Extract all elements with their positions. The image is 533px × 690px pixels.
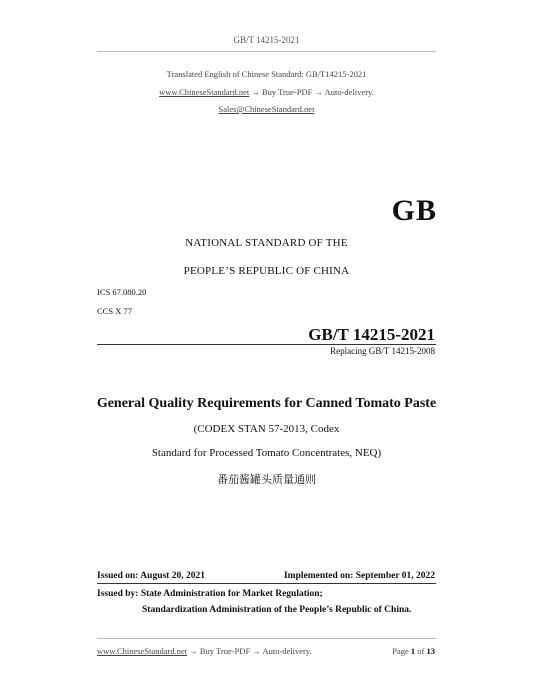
ics-code: ICS 67.080.20 (97, 287, 147, 297)
footer-site-link[interactable]: www.ChineseStandard.net (97, 646, 188, 656)
ccs-code: CCS X 77 (97, 306, 132, 316)
issue-rule (97, 583, 436, 584)
of-label: of (417, 646, 425, 656)
issued-on: Issued on: August 20, 2021 (97, 571, 205, 581)
national-standard-line1: NATIONAL STANDARD OF THE (185, 237, 348, 249)
header-rule (97, 51, 436, 52)
gb-logo: GB (391, 194, 437, 227)
subtitle-line2: Standard for Processed Tomato Concentrates, NEQ) (151, 447, 382, 459)
page-label: Page (392, 646, 409, 656)
email-line (0, 104, 533, 114)
footer-buy-text: → Buy True-PDF → Auto-delivery. (189, 646, 312, 656)
document-title: General Quality Requirements for Canned Tomato Paste (96, 396, 437, 411)
national-standard-line2: PEOPLE’S REPUBLIC OF CHINA (183, 265, 350, 277)
running-header: GB/T 14215-2021 (233, 35, 300, 45)
email-link[interactable]: Sales@ChineseStandard.net (218, 104, 315, 114)
footer-purchase-line (97, 646, 312, 656)
translated-notice: Translated English of Chinese Standard: GB/T14215-2021 (166, 69, 367, 79)
code-rule (97, 344, 436, 345)
buy-text: → Buy True-PDF → Auto-delivery. (251, 87, 374, 97)
replacing-note: Replacing GB/T 14215-2008 (330, 346, 435, 356)
subtitle-line1: (CODEX STAN 57-2013, Codex (193, 423, 340, 435)
site-link[interactable]: www.ChineseStandard.net (159, 87, 250, 97)
issued-by: Issued by: State Administration for Market Regulation; (97, 589, 323, 599)
footer-rule (97, 638, 436, 639)
page-number: 1 (410, 646, 416, 656)
purchase-line (0, 87, 533, 97)
chinese-title: 番茄酱罐头质量通则 (217, 473, 316, 486)
page-total: 13 (426, 646, 435, 656)
page-indicator (392, 646, 435, 656)
implemented-on: Implemented on: September 01, 2022 (283, 571, 435, 581)
issued-by-second: Standardization Administration of the People’s Republic of China. (142, 605, 412, 615)
standard-code: GB/T 14215-2021 (308, 325, 435, 344)
